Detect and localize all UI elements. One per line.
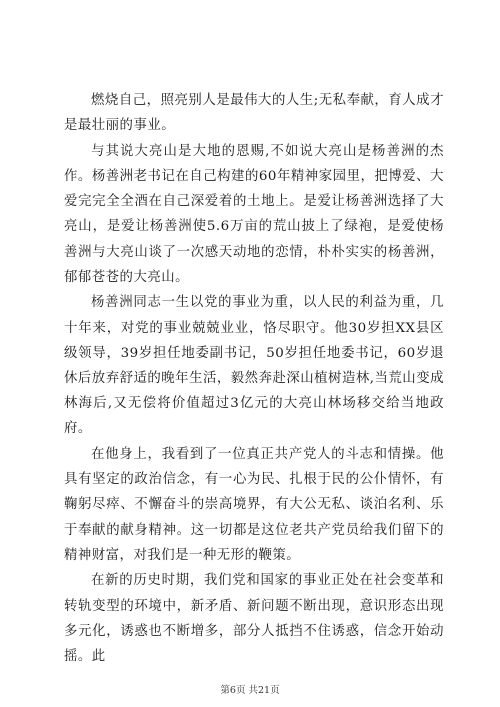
paragraph-3: 杨善洲同志一生以党的事业为重，以人民的利益为重，几十年来，对党的事业兢兢业业，恪尽职守。他30岁担XX县区级领导，39岁担任地委副书记，50岁担任地委书记，60岁退休后放弃舒适的晚年生活，毅然奔赴深山植树造林,当荒山变成林海后,又无偿将价值超过3亿元的大亮山林场移交给当地政府。: [64, 295, 444, 437]
paragraph-2: 与其说大亮山是大地的恩赐,不如说大亮山是杨善洲的杰作。杨善洲老书记在自己构建的60年精神家园里，把博爱、大爱完完全全酒在自己深爱着的土地上。是爱让杨善洲选择了大亮山，是爱让杨善洲使5.6万亩的荒山披上了绿袍，是爱使杨善洲与大亮山谈了一次感天动地的恋情，朴朴实实的杨善洲，郁郁苍苍的大亮山。: [64, 143, 444, 285]
paragraph-1: 燃烧自己，照亮别人是最伟大的人生;无私奉献，育人成才是最壮丽的事业。: [64, 93, 444, 134]
paragraph-5: 在新的历史时期，我们党和国家的事业正处在社会变革和转轨变型的环境中，新矛盾、新问题不断出现，意识形态出现多元化，诱惑也不断增多，部分人抵挡不住诱惑，信念开始动摇。此: [64, 573, 444, 665]
document-body: [64, 88, 444, 670]
paragraph-4: 在他身上，我看到了一位真正共产党人的斗志和情操。他具有坚定的政治信念，有一心为民、扎根于民的公仆情怀，有鞠躬尽瘁、不懈奋斗的崇高境界，有大公无私、谈泊名利、乐于奉献的献身精神。这一切都是这位老共产党员给我们留下的精神财富，对我们是一种无形的鞭策。: [64, 447, 444, 563]
page-number-footer: 第6页 共21页: [220, 685, 280, 696]
